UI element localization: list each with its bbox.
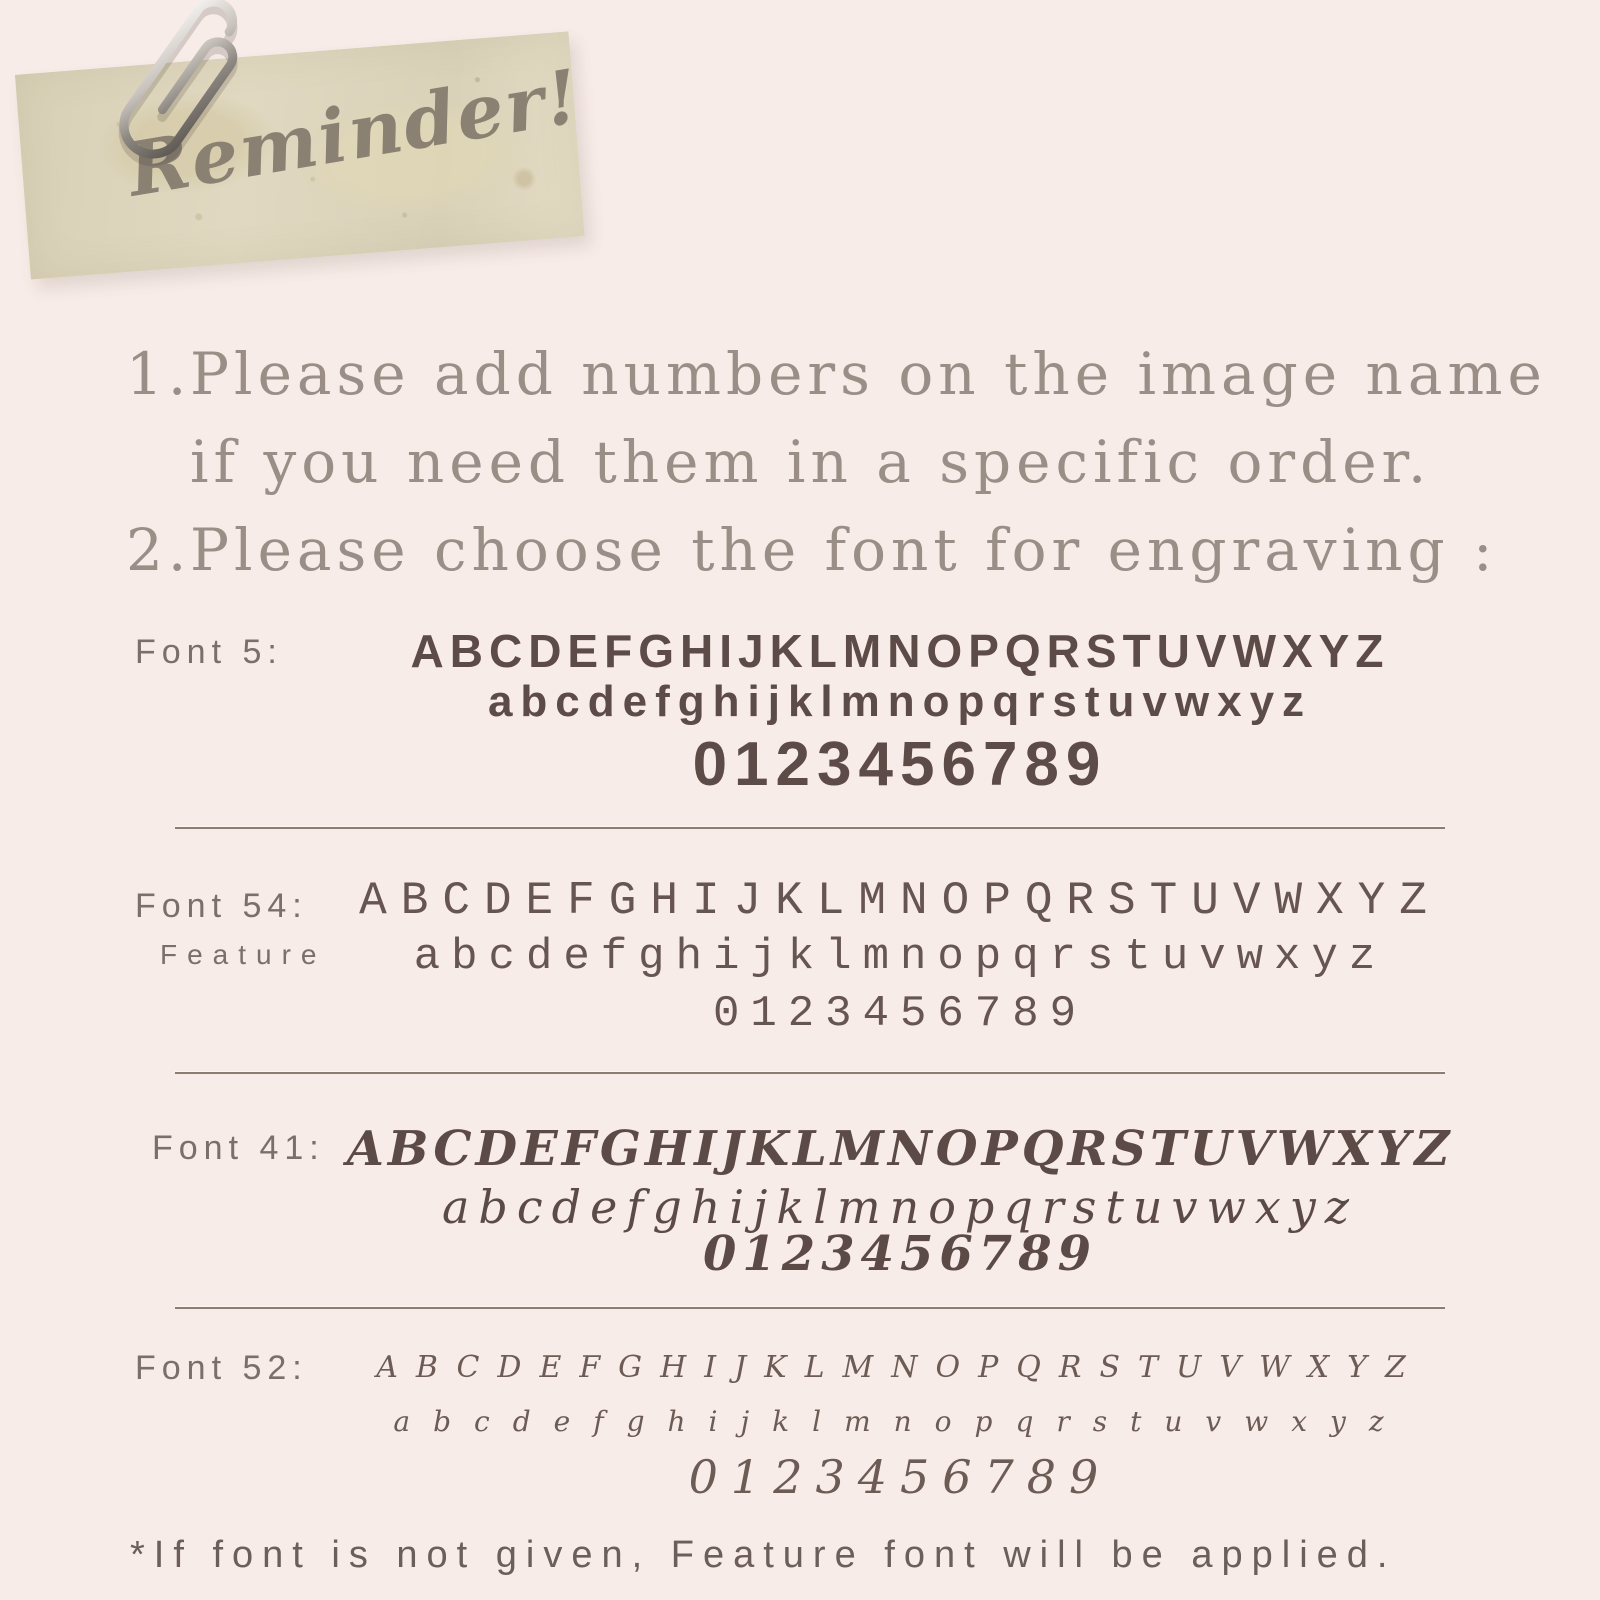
instruction-1-continued bbox=[126, 418, 1546, 506]
font-54-numbers: 0123456789 bbox=[712, 989, 1088, 1039]
footer-note: *If font is not given, Feature font will be applied. bbox=[130, 1534, 1397, 1576]
font-5-label: Font 5: bbox=[135, 633, 283, 671]
instruction-1 bbox=[126, 330, 1546, 418]
font-5-lowercase: abcdefghijklmnopqrstuvwxyz bbox=[487, 677, 1313, 726]
font-41-uppercase: ABCDEFGHIJKLMNOPQRSTUVWXYZ bbox=[346, 1121, 1454, 1177]
font-52-uppercase: ABCDEFGHIJKLMNOPQRSTUVWXYZ bbox=[376, 1350, 1424, 1385]
section-divider bbox=[175, 827, 1445, 829]
font-54-feature-tag: Feature bbox=[160, 939, 327, 970]
font-54-lowercase: abcdefghijklmnopqrstuvwxyz bbox=[413, 932, 1387, 982]
instruction-2-number: 2. bbox=[126, 516, 192, 584]
font-52-lowercase: abcdefghijklmnopqrstuvwxyz bbox=[393, 1405, 1407, 1438]
instruction-2 bbox=[126, 506, 1546, 594]
section-divider bbox=[175, 1072, 1445, 1074]
font-41-label: Font 41: bbox=[152, 1129, 325, 1167]
font-5-numbers: 0123456789 bbox=[692, 730, 1108, 799]
section-divider bbox=[175, 1307, 1445, 1309]
reminder-title: Reminder! bbox=[121, 53, 587, 214]
instruction-1-number: 1. bbox=[126, 340, 192, 408]
font-5-uppercase: ABCDEFGHIJKLMNOPQRSTUVWXYZ bbox=[410, 625, 1390, 677]
instruction-1-line-1: Please add numbers on the image name bbox=[190, 340, 1547, 408]
font-41-numbers: 0123456789 bbox=[703, 1226, 1097, 1282]
font-52-label: Font 52: bbox=[135, 1349, 308, 1387]
instruction-1-line-2: if you need them in a specific order. bbox=[190, 428, 1432, 496]
font-54-uppercase: ABCDEFGHIJKLMNOPQRSTUVWXYZ bbox=[359, 875, 1441, 927]
instructions bbox=[126, 330, 1546, 594]
font-54-label: Font 54: bbox=[135, 887, 308, 925]
font-41-lowercase: abcdefghijklmnopqrstuvwxyz bbox=[441, 1180, 1359, 1234]
font-52-numbers: 0123456789 bbox=[688, 1450, 1112, 1504]
paperclip-icon bbox=[70, 0, 285, 177]
instruction-2-line-1: Please choose the font for engraving : bbox=[190, 516, 1498, 584]
